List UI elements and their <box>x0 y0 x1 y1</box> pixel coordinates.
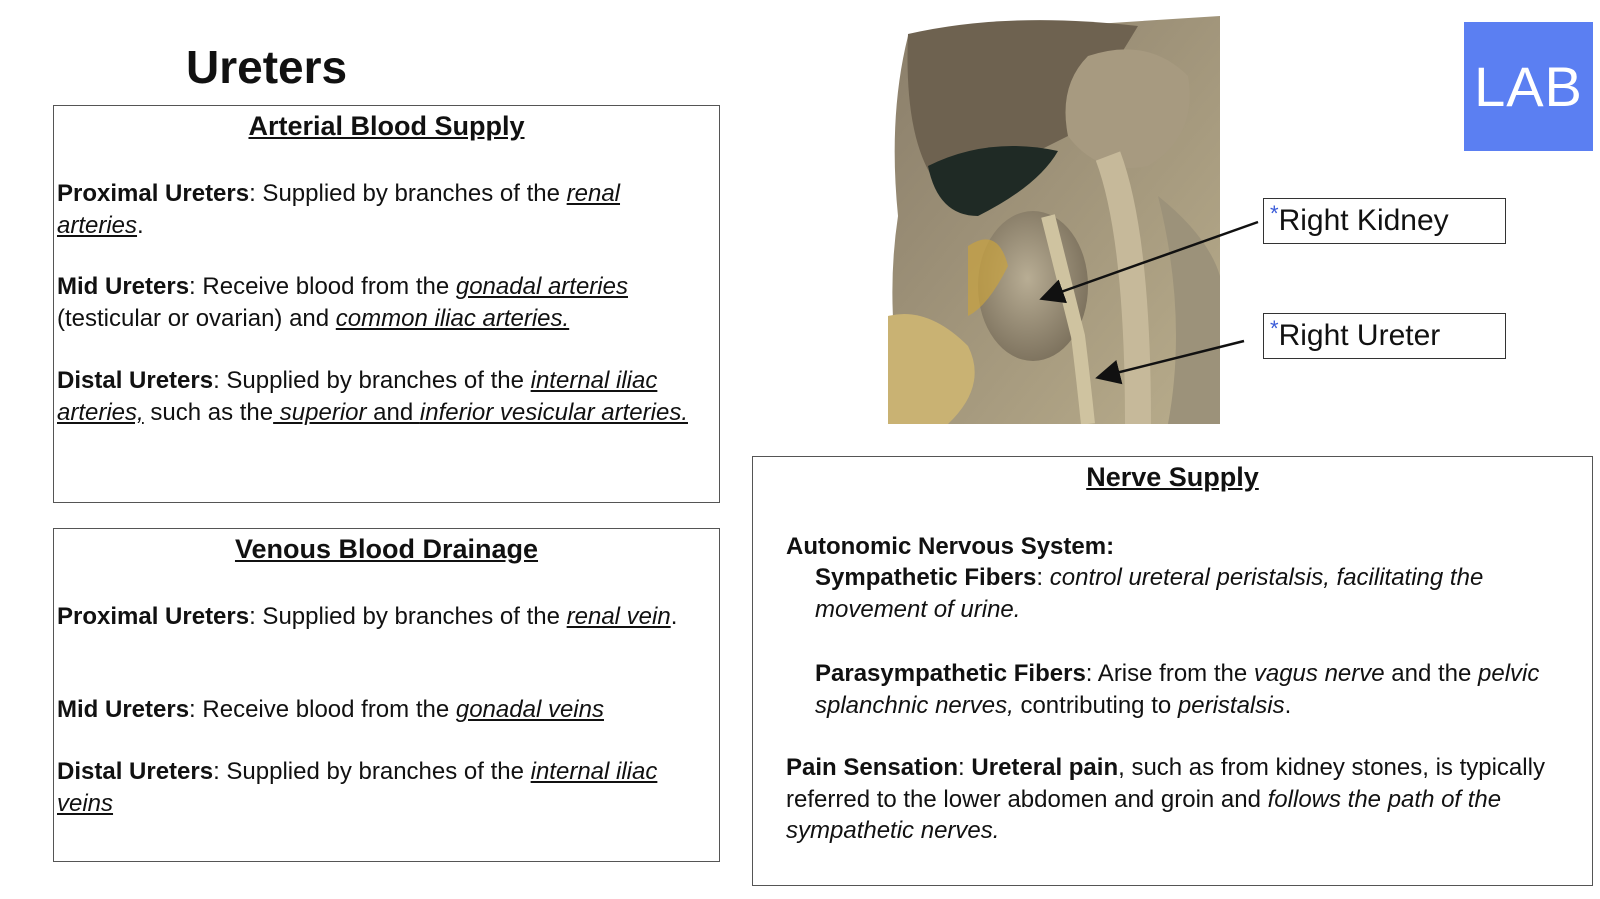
sympathetic-fibers: Sympathetic Fibers: control ureteral peristalsis, facilitating the movement of urine. <box>815 564 1484 623</box>
nerve-heading: Nerve Supply <box>1086 462 1259 492</box>
gonadal-veins-link[interactable]: gonadal veins <box>455 696 604 723</box>
venous-proximal: Proximal Ureters: Supplied by branches of the renal vein. <box>57 603 678 630</box>
inferior-vesicular-arteries-link[interactable]: inferior vesicular arteries. <box>419 398 688 426</box>
internal-iliac-veins-link[interactable]: internal iliac veins <box>57 758 658 817</box>
ans-heading: Autonomic Nervous System: <box>786 533 1115 560</box>
superior-vesicular-link[interactable]: superior <box>273 398 367 426</box>
page-title: Ureters <box>186 41 348 93</box>
kidney-arrow <box>1044 222 1258 298</box>
pointer-arrows <box>1040 210 1260 400</box>
nerve-supply-box <box>752 456 1593 886</box>
lab-logo: LAB <box>1464 22 1593 151</box>
arterial-mid: Mid Ureters: Receive blood from the gonadal arteries (testicular or ovarian) and common iliac arteries. <box>57 273 628 332</box>
internal-iliac-arteries-link[interactable]: internal iliac arteries, <box>57 367 658 426</box>
venous-mid: Mid Ureters: Receive blood from the gonadal veins <box>57 696 604 723</box>
arterial-supply-box <box>53 105 720 503</box>
gonadal-arteries-link[interactable]: gonadal arteries <box>455 273 628 300</box>
pain-sensation: Pain Sensation: Ureteral pain, such as from kidney stones, is typically referred to the lower abdomen and groin and follows the path of the sympathetic nerves. <box>786 754 1545 844</box>
renal-vein-link[interactable]: renal vein <box>566 603 671 630</box>
arterial-distal: Distal Ureters: Supplied by branches of the internal iliac arteries, such as the superior and inferior vesicular arteries. <box>57 367 688 426</box>
arterial-heading: Arterial Blood Supply <box>248 111 525 141</box>
renal-arteries-link[interactable]: renal arteries <box>57 180 621 239</box>
common-iliac-arteries-link[interactable]: common iliac arteries. <box>335 304 570 332</box>
parasympathetic-fibers: Parasympathetic Fibers: Arise from the vagus nerve and the pelvic splanchnic nerves, contributing to peristalsis. <box>815 660 1540 719</box>
right-kidney-label[interactable]: *Right Kidney <box>1263 198 1506 244</box>
venous-distal: Distal Ureters: Supplied by branches of the internal iliac veins <box>57 758 658 817</box>
venous-drainage-box <box>53 528 720 862</box>
right-ureter-label[interactable]: *Right Ureter <box>1263 313 1506 359</box>
arterial-proximal: Proximal Ureters: Supplied by branches of the renal arteries. <box>57 180 621 239</box>
ureter-arrow <box>1100 341 1244 377</box>
venous-heading: Venous Blood Drainage <box>234 534 539 564</box>
